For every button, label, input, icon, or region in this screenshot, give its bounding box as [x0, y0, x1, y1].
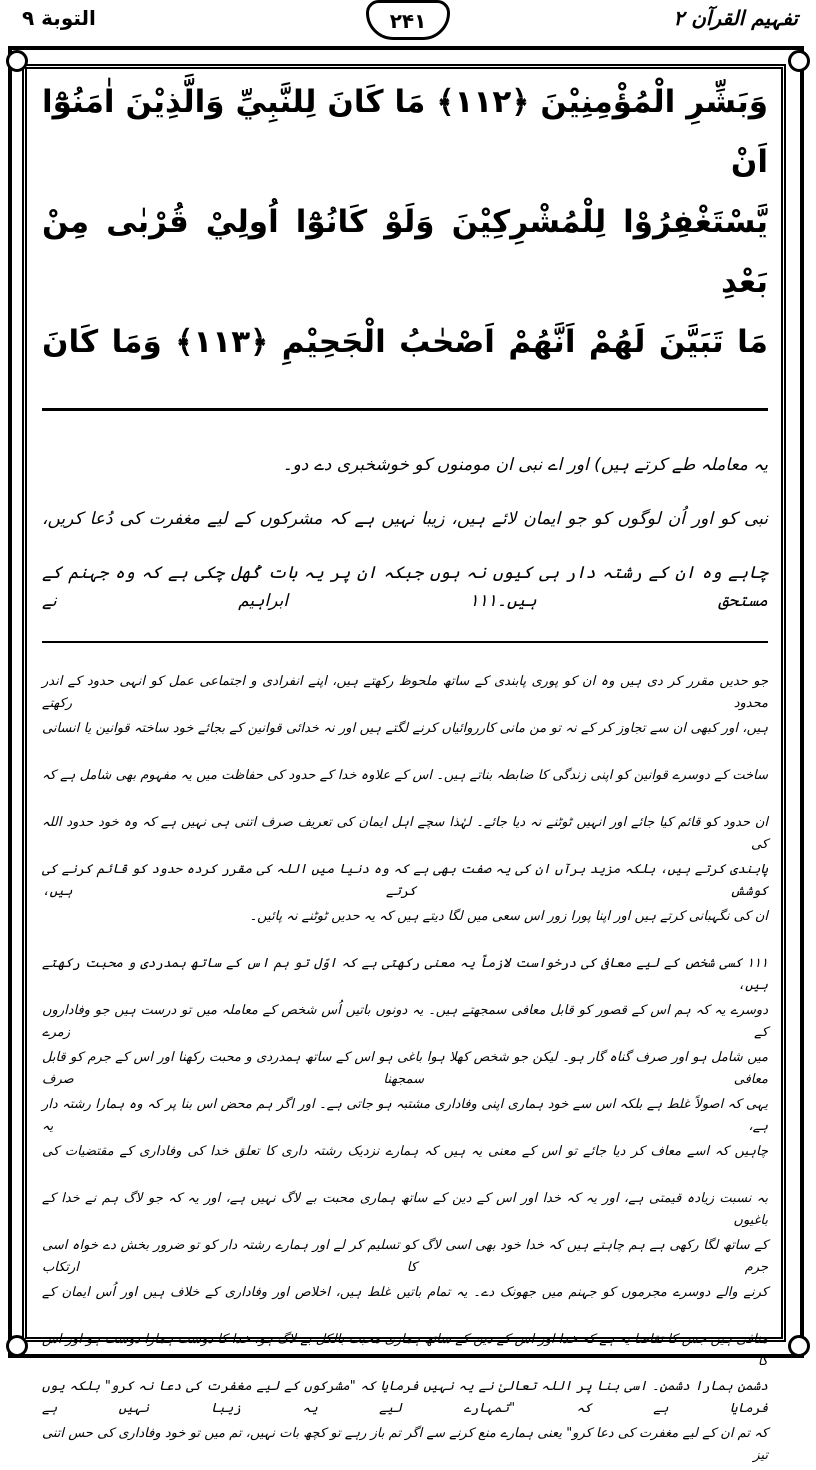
commentary-line: ۱۱۱ کسی شخص کے لیے معافی کی درخواست لازماً یہ معنی رکھتی ہے کہ اوّل تو ہم اس کے ساتھ ہمدردی و محبت رکھتے ہیں، — [42, 956, 768, 993]
surah-name: التوبة ۹ — [22, 6, 96, 30]
commentary-line: کے ساتھ لگا رکھی ہے ہم چاہتے ہیں کہ خدا خود بھی اسی لاگ کو تسلیم کر لے اور ہمارے رشتہ دار کو تو ضرور بخش دے خواہ اسی جرم کا ارتکاب — [42, 1238, 768, 1275]
commentary-line: پابندی کرتے ہیں، بلکہ مزید برآں ان کی یہ صفت بھی ہے کہ وہ دنیا میں اللہ کی مقرر کردہ حدود کو قائم کرنے کی کوشش کرتے ہیں، — [42, 862, 768, 899]
commentary-line: ان حدود کو قائم کیا جائے اور انہیں ٹوٹنے نہ دیا جائے۔ لہٰذا سچے اہل ایمان کی تعریف صرف اتنی ہی نہیں ہے کہ وہ خود حدود اللہ کی — [42, 815, 768, 852]
commentary-line: بہ نسبت زیادہ قیمتی ہے، اور یہ کہ خدا اور اس کے دین کے ساتھ ہماری محبت بے لاگ نہیں ہے، اور یہ کہ جو لاگ ہم نے خدا کے باغیوں — [42, 1191, 768, 1228]
corner-ornament-icon — [6, 50, 28, 72]
corner-ornament-icon — [788, 1335, 810, 1357]
commentary-line: یہی کہ اصولاً غلط ہے بلکہ اس سے خود ہماری اپنی وفاداری مشتبہ ہو جاتی ہے۔ اور اگر ہم محض اس بنا پر کہ وہ ہمارا رشتہ دار ہے، یہ — [42, 1097, 768, 1134]
commentary-line: جو حدیں مقرر کر دی ہیں وہ ان کو پوری پابندی کے ساتھ ملحوظ رکھتے ہیں، اپنے انفرادی و اجتماعی عمل کو انہی حدود کے اندر محدود رکھتے — [42, 674, 768, 711]
book-title: تفہیم القرآن ۲ — [673, 6, 798, 30]
commentary-line: میں شامل ہو اور صرف گناہ گار ہو۔ لیکن جو شخص کھلا ہوا باغی ہو اس کے ساتھ ہمدردی و محبت رکھنا اور اس کے جرم کو قابل معافی سمجھنا صرف — [42, 1050, 768, 1087]
commentary-line: کرنے والے دوسرے مجرموں کو جہنم میں جھونک دے۔ یہ تمام باتیں غلط ہیں، اخلاص اور وفاداری کے خلاف ہیں اور اُس ایمان کے — [42, 1285, 768, 1300]
page-content — [42, 72, 768, 1470]
commentary-line: کہ تم ان کے لیے مغفرت کی دعا کرو" یعنی ہمارے منع کرنے سے اگر تم باز رہے تو کچھ بات نہیں، تم میں تو خود وفاداری کی حس اتنی تیز — [42, 1426, 768, 1463]
commentary-line: چاہیں کہ اسے معاف کر دیا جائے تو اس کے معنی یہ ہیں کہ ہمارے نزدیک رشتہ داری کا تعلق خدا کی وفاداری کے مقتضیات کی — [42, 1144, 768, 1159]
arabic-verse-line: مَا تَبَيَّنَ لَهُمْ اَنَّهُمْ اَصْحٰبُ الْجَحِيْمِ ﴿١١٣﴾ وَمَا كَانَ — [42, 324, 768, 360]
commentary-line: دوسرے یہ کہ ہم اس کے قصور کو قابل معافی سمجھتے ہیں۔ یہ دونوں باتیں اُس شخص کے معاملہ میں تو درست ہیں جو وفاداروں کے زمرے — [42, 1003, 768, 1040]
corner-ornament-icon — [6, 1335, 28, 1357]
page-number: ۲۴۱ — [366, 0, 450, 40]
section-divider — [42, 408, 768, 411]
translation-line: چاہے وہ ان کے رشتہ دار ہی کیوں نہ ہوں جبکہ ان پر یہ بات کُھل چکی ہے کہ وہ جہنم کے مستحق ہیں۔۱۱۱ ابراہیم نے — [42, 563, 768, 611]
arabic-verse-line: وَبَشِّرِ الْمُؤْمِنِيْنَ ﴿١١٢﴾ مَا كَانَ لِلنَّبِيِّ وَالَّذِيْنَ اٰمَنُوْٓا اَنْ — [42, 84, 768, 180]
commentary-line: منافی ہیں جس کا تقاضا یہ ہے کہ خدا اور اس کے دین کے ساتھ ہماری محبت بالکل بے لاگ ہو، خدا کا دوست ہمارا دوست ہو اور اس کا — [42, 1332, 768, 1369]
commentary-line: دشمن ہمارا دشمن۔ اسی بنا پر اللہ تعالیٰ نے یہ نہیں فرمایا کہ "مشرکوں کے لیے مغفرت کی دعا نہ کرو" بلکہ یوں فرمایا ہے کہ "تمہارے لیے یہ زیبا نہیں ہے — [42, 1379, 768, 1416]
commentary-line: ہیں، اور کبھی ان سے تجاوز کر کے نہ تو من مانی کارروائیاں کرنے لگتے ہیں اور نہ خدائی قوانین کے بجائے خود ساختہ قوانین یا انسانی — [42, 721, 768, 736]
commentary-line: ساخت کے دوسرے قوانین کو اپنی زندگی کا ضابطہ بناتے ہیں۔ اس کے علاوہ خدا کے حدود کی حفاظت میں یہ مفہوم بھی شامل ہے کہ — [42, 768, 768, 783]
translation-line: نبی کو اور اُن لوگوں کو جو ایمان لائے ہیں، زیبا نہیں ہے کہ مشرکوں کے لیے مغفرت کی دُعا کریں، — [42, 509, 768, 529]
translation-line: یہ معاملہ طے کرتے ہیں) اور اے نبی ان مومنوں کو خوشخبری دے دو۔ — [282, 455, 768, 475]
commentary-block — [42, 671, 768, 1470]
section-divider — [42, 641, 768, 643]
corner-ornament-icon — [788, 50, 810, 72]
commentary-line: ان کی نگہبانی کرتے ہیں اور اپنا پورا زور اس سعی میں لگا دیتے ہیں کہ یہ حدیں ٹوٹنے نہ پائیں۔ — [249, 909, 768, 924]
arabic-verse-line: يَّسْتَغْفِرُوْا لِلْمُشْرِكِيْنَ وَلَوْ كَانُوْٓا اُولِيْ قُرْبٰى مِنْ بَعْدِ — [42, 204, 768, 300]
